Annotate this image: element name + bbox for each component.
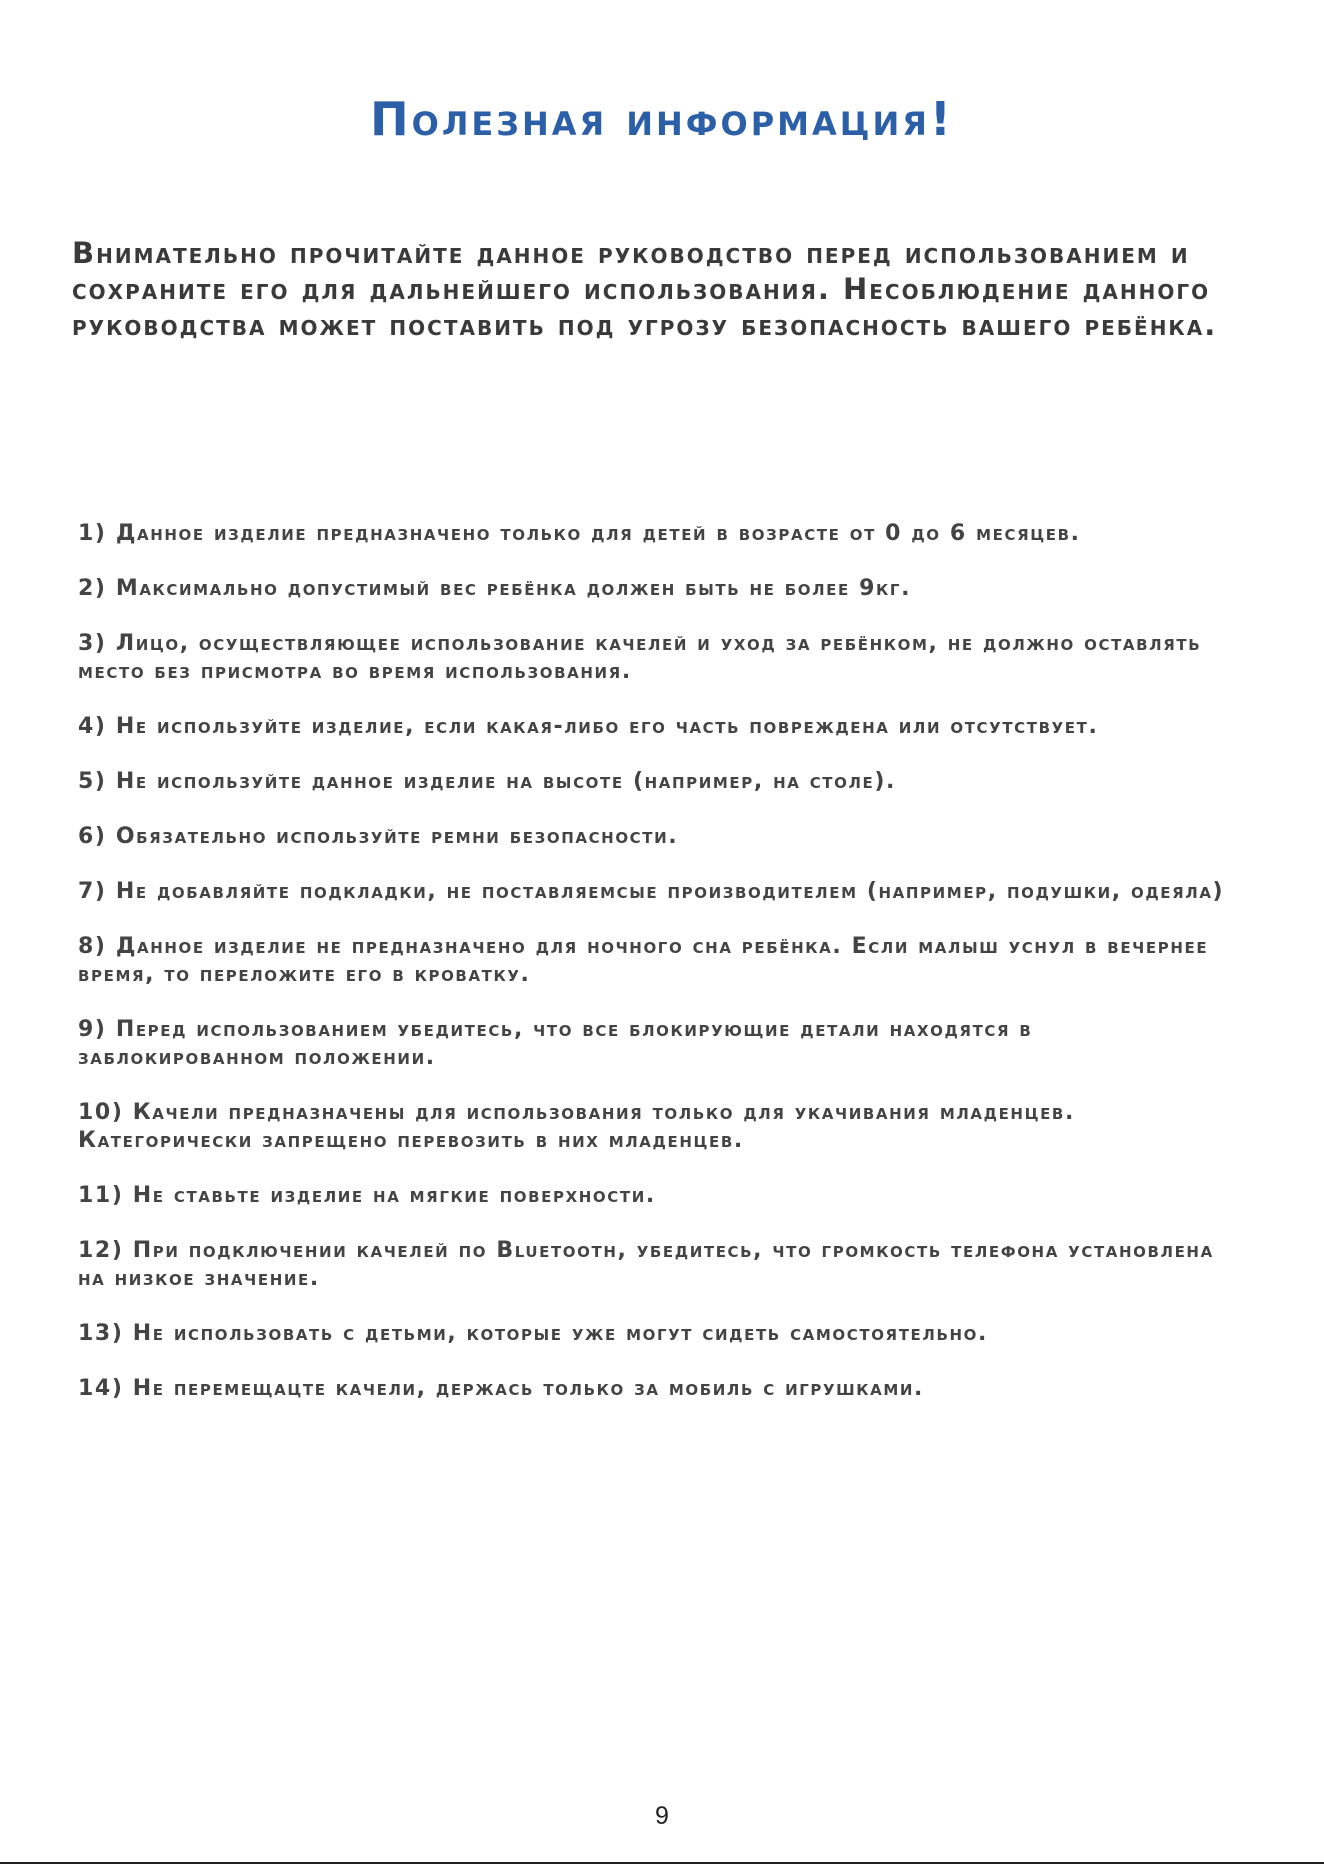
rule-item-12: 12) При подключении качелей по Bluetooth, убедитесь, что громкость телефона установлена на низкое значение. (78, 1238, 1214, 1291)
rule-item-14: 14) Не перемещацте качели, держась только за мобиль с игрушками. (78, 1376, 925, 1401)
rule-item-10: 10) Качели предназначены для использования только для укачивания младенцев. Категорически запрещено перевозить в них младенцев. (78, 1100, 1075, 1153)
rule-item-1: 1) Данное изделие предназначено только для детей в возрасте от 0 до 6 месяцев. (78, 521, 1081, 546)
rule-item-3: 3) Лицо, осуществляющее использование качелей и уход за ребёнком, не должно оставлять место без присмотра во время использования. (78, 631, 1202, 684)
bottom-divider (0, 1862, 1324, 1864)
rule-item-13: 13) Не использовать с детьми, которые уже могут сидеть самостоятельно. (78, 1321, 988, 1346)
rule-item-11: 11) Не ставьте изделие на мягкие поверхности. (78, 1183, 656, 1208)
page-number: 9 (655, 1802, 669, 1830)
rule-item-8: 8) Данное изделие не предназначено для ночного сна ребёнка. Если малыш уснул в вечернее время, то переложите его в кроватку. (78, 934, 1209, 987)
rule-item-4: 4) Не используйте изделие, если какая-либо его часть повреждена или отсутствует. (78, 714, 1099, 739)
rule-item-7: 7) Не добавляйте подкладки, не поставляемсые производителем (например, подушки, одеяла) (78, 879, 1225, 904)
rule-item-9: 9) Перед использованием убедитесь, что все блокирующие детали находятся в заблокированном положении. (78, 1017, 1033, 1070)
safety-rules-list (78, 520, 1248, 1430)
intro-paragraph: Внимательно прочитайте данное руководство перед использованием и сохраните его для дальнейшего использования. Несоблюдение данного руководства может поставить под угрозу безопасность вашего ребёнка. (72, 236, 1218, 342)
page-title: Полезная информация! (370, 92, 954, 146)
rule-item-2: 2) Максимально допустимый вес ребёнка должен быть не более 9кг. (78, 576, 912, 601)
rule-item-5: 5) Не используйте данное изделие на высоте (например, на столе). (78, 769, 897, 794)
rule-item-6: 6) Обязательно используйте ремни безопасности. (78, 824, 679, 849)
